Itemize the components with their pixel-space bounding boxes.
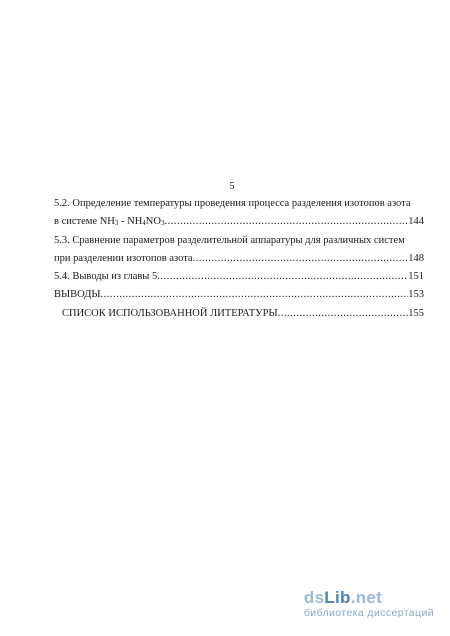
- toc-page-number: 153: [408, 289, 424, 301]
- watermark-logo: dsLib.net: [303, 588, 383, 607]
- table-of-contents: [54, 195, 424, 323]
- watermark[interactable]: [304, 589, 434, 620]
- toc-entry-title: СПИСОК ИСПОЛЬЗОВАННОЙ ЛИТЕРАТУРЫ: [62, 307, 278, 319]
- toc-entry-5-3-line1: [54, 232, 424, 250]
- toc-entry-5-2-line2[interactable]: [54, 213, 424, 231]
- toc-entry-5-4[interactable]: [54, 268, 424, 286]
- toc-entry-title: ВЫВОДЫ: [54, 289, 101, 301]
- toc-entry-5-3-line2[interactable]: [54, 250, 424, 268]
- toc-entry-title: 5.2. Определение температуры проведения процесса разделения изотопов азота: [54, 198, 411, 209]
- toc-page-number: 155: [408, 307, 424, 319]
- toc-entry-title: 5.3. Сравнение параметров разделительной аппаратуры для различных систем: [54, 234, 405, 246]
- toc-page-number: 151: [408, 271, 424, 283]
- toc-entry-references[interactable]: [54, 305, 424, 323]
- toc-leader-dots: [193, 250, 409, 268]
- toc-leader-dots: [164, 213, 408, 231]
- toc-page-number: 144: [408, 216, 424, 228]
- toc-entry-conclusions[interactable]: [54, 286, 424, 304]
- toc-leader-dots: [157, 268, 408, 286]
- toc-entry-title-continued: при разделении изотопов азота: [54, 252, 193, 264]
- page-number: 5: [229, 181, 235, 192]
- toc-page-number: 148: [408, 252, 424, 264]
- toc-entry-5-2-line1: [54, 195, 424, 213]
- toc-entry-title-continued: в системе $NH_3 - NH_4NO_3$: [54, 216, 165, 228]
- watermark-caption: библиотека диссертаций: [303, 607, 434, 619]
- toc-leader-dots: [101, 286, 409, 304]
- toc-entry-title: 5.4. Выводы из главы 5: [54, 271, 158, 283]
- toc-leader-dots: [278, 305, 409, 323]
